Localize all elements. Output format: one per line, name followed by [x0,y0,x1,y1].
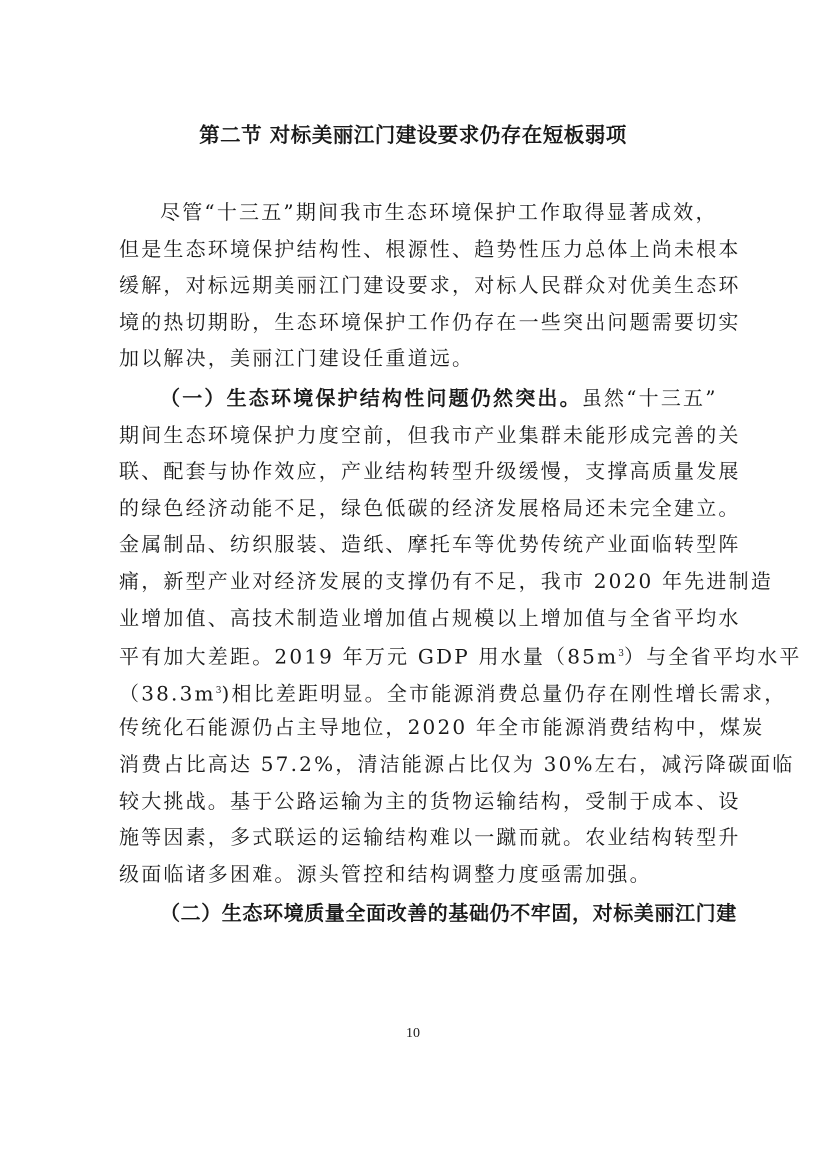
text-line: 期间生态环境保护力度空前，但我市产业集群未能形成完善的关 [119,422,741,447]
body-text [119,194,802,932]
text-line: 传统化石能源仍占主导地位，2020 年全市能源消费结构中，煤炭 [119,715,765,740]
text-line: 业增加值、高技术制造业增加值占规模以上增加值与全省平均水 [119,605,741,630]
section-title: 第二节 对标美丽江门建设要求仍存在短板弱项 [199,123,627,147]
text-line: 消费占比高达 57.2%，清洁能源占比仅为 30%左右，减污降碳面临 [119,751,795,776]
paragraph-structural-issues [119,380,802,892]
text-line: 加以解决，美丽江门建设任重道远。 [119,346,475,371]
text-line: 尽管“十三五”期间我市生态环境保护工作取得显著成效， [160,200,718,224]
superscript: 3 [215,685,222,696]
text-segment: )相比差距明显。全市能源消费总量仍存在刚性增长需求， [221,681,787,706]
paragraph-environment-quality [119,895,737,932]
text-segment: 虽然“十三五” [581,385,718,410]
text-line [119,673,787,710]
paragraph-heading: （二）生态环境质量全面改善的基础仍不牢固，对标美丽江门建 [160,901,737,926]
paragraph-intro [119,194,741,377]
text-line: 施等因素，多式联运的运输结构难以一蹴而就。农业结构转型升 [119,825,741,850]
text-line: 痛，新型产业对经济发展的支撑仍有不足，我市 2020 年先进制造 [119,568,774,593]
text-line: 较大挑战。基于公路运输为主的货物运输结构，受制于成本、设 [119,788,741,813]
page-number: 10 [406,1026,420,1041]
text-line [119,380,718,417]
text-line: 金属制品、纺织服装、造纸、摩托车等优势传统产业面临转型阵 [119,532,741,557]
text-line [119,636,802,673]
paragraph-heading: （一）生态环境保护结构性问题仍然突出。 [160,385,582,410]
text-line: 联、配套与协作效应，产业结构转型升级缓慢，支撑高质量发展 [119,459,741,484]
text-line: 缓解，对标远期美丽江门建设要求，对标人民群众对优美生态环 [119,273,741,298]
text-line: 境的热切期盼，生态环境保护工作仍存在一些突出问题需要切实 [119,309,741,334]
text-segment: （38.3m [119,681,216,706]
text-segment: ）与全省平均水平 [624,644,802,669]
text-line: 级面临诸多困难。源头管控和结构调整力度亟需加强。 [119,861,652,886]
text-line: 的绿色经济动能不足，绿色低碳的经济发展格局还未完全建立。 [119,495,741,520]
text-segment: 平有加大差距。2019 年万元 GDP 用水量（85m [119,644,619,669]
superscript: 3 [618,649,624,660]
text-line: 但是生态环境保护结构性、根源性、趋势性压力总体上尚未根本 [119,236,741,261]
